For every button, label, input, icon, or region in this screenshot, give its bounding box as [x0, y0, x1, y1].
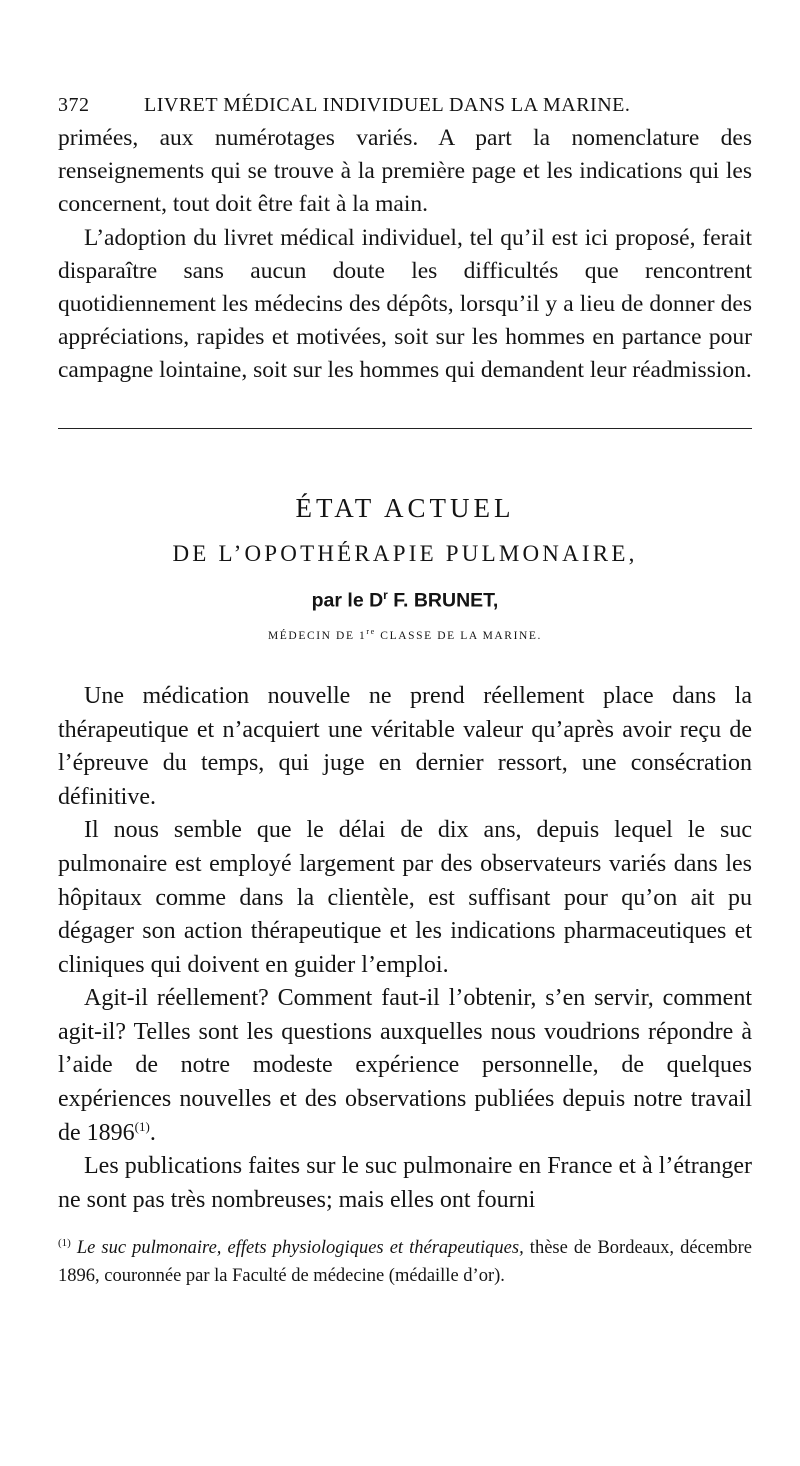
- article-title: ÉTAT ACTUEL: [295, 492, 515, 523]
- footnote-text: thèse de Bordeaux, décembre 1896, couronnée par la Faculté de médecine (médaille d’or).: [58, 1238, 752, 1286]
- footnote-mark: (1): [58, 1237, 71, 1250]
- footnote-citation-title: Le suc pulmonaire, effets physiologiques et thérapeutiques,: [76, 1238, 524, 1259]
- paragraph: Les publications faites sur le suc pulmonaire en France et à l’étranger ne sont pas très nombreuses; mais elles ont fourni: [58, 1153, 752, 1213]
- page-number: 372: [58, 94, 90, 116]
- paragraph: Une médication nouvelle ne prend réellement place dans la thérapeutique et n’acquiert une véritable valeur qu’après avoir reçu de l’épreuve du temps, qui juge en dernier ressort, une consécration définitive.: [58, 682, 752, 810]
- affiliation-prefix: MÉDECIN DE 1: [267, 629, 367, 642]
- paragraph: primées, aux numérotages variés. A part la nomenclature des renseignements qui se trouve à la première page et les indications qui les concernent, tout doit être fait à la main.: [58, 125, 752, 218]
- affiliation-suffix: CLASSE DE LA MARINE.: [375, 629, 543, 642]
- running-head: [58, 88, 752, 122]
- byline-prefix: par le D: [311, 589, 384, 612]
- footnote-reference[interactable]: (1): [134, 1118, 150, 1134]
- byline-superscript: r: [383, 587, 388, 602]
- paragraph: L’adoption du livret médical individuel, tel qu’il est ici proposé, ferait disparaître sans aucun doute les difficultés que rencontrent quotidiennement les médecins des dépôts, lorsqu’il y a lieu de donner des appréciations, rapides et motivées, soit sur les hommes en partance pour campagne lointaine, soit sur les hommes qui demandent leur réadmission.: [58, 224, 752, 384]
- paragraph-end: .: [149, 1119, 156, 1146]
- author-affiliation: [58, 624, 752, 644]
- footnote: [58, 1235, 752, 1290]
- running-head-title: LIVRET MÉDICAL INDIVIDUEL DANS LA MARINE.: [144, 94, 631, 116]
- paragraph: [58, 982, 752, 1150]
- affiliation-superscript: re: [366, 627, 376, 637]
- article-body: [58, 680, 752, 1218]
- previous-article-text: [58, 122, 752, 388]
- article-byline: [58, 581, 752, 615]
- section-divider: [58, 428, 752, 429]
- paragraph-text: Agit-il réellement? Comment faut-il l’obtenir, s’en servir, comment agit-il? Telles sont les questions auxquelles nous voudrions répondre à l’aide de notre modeste expérience personnelle, de quelques expériences nouvelles et des observations publiées depuis notre travail de 1896: [58, 985, 752, 1146]
- paragraph: Il nous semble que le délai de dix ans, depuis lequel le suc pulmonaire est employé largement par des observateurs variés dans les hôpitaux comme dans la clientèle, est suffisant pour qu’on ait pu dégager son action thérapeutique et les indications pharmaceutiques et cliniques qui doivent en guider l’emploi.: [58, 817, 752, 978]
- article-subtitle: DE L’OPOTHÉRAPIE PULMONAIRE,: [172, 540, 638, 566]
- book-page: [58, 88, 752, 1290]
- byline-author: F. BRUNET,: [387, 589, 499, 612]
